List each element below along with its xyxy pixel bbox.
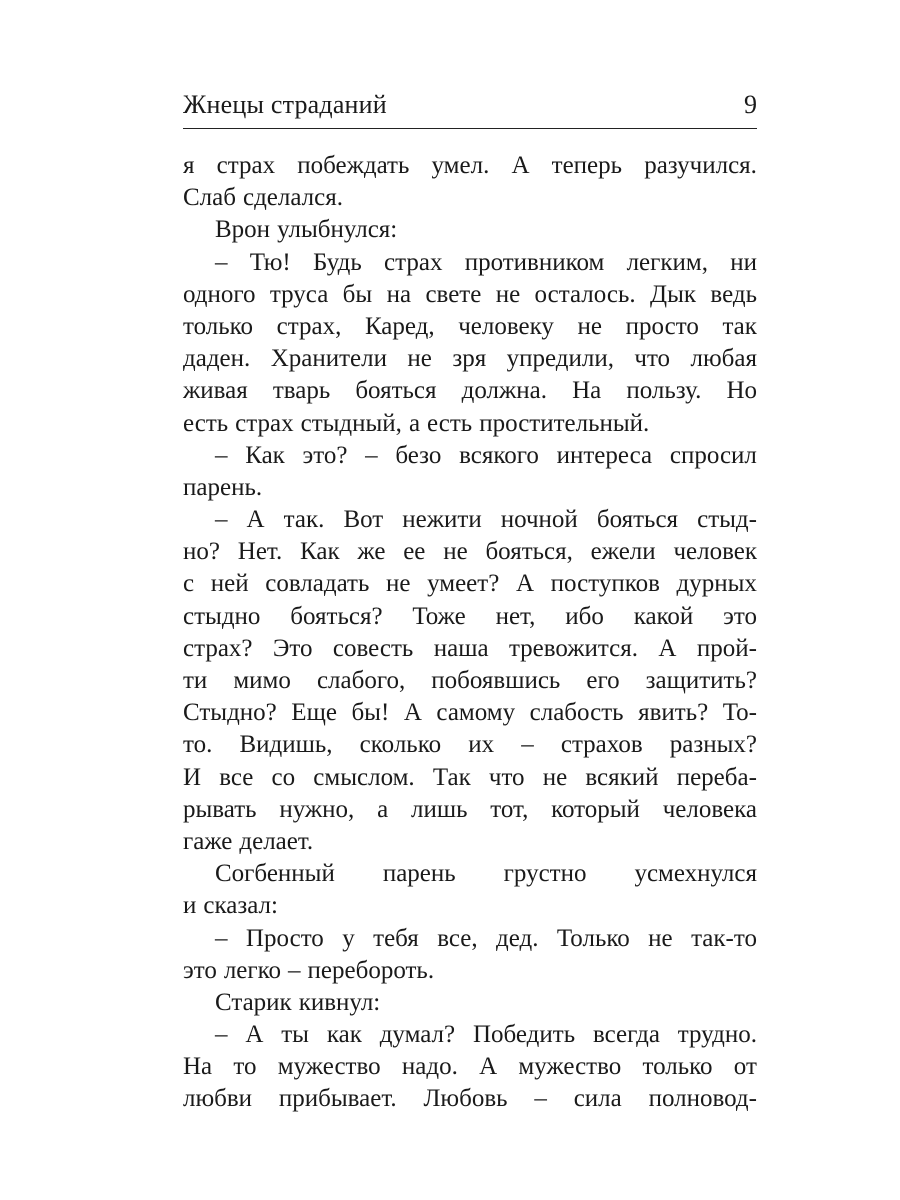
word: же	[357, 538, 386, 566]
word: рывать	[183, 795, 257, 823]
word: человека	[662, 795, 757, 823]
word: стыдный,	[300, 409, 402, 437]
text-line	[183, 568, 757, 600]
word: теперь	[551, 152, 623, 179]
running-head	[183, 88, 757, 129]
word: страх,	[276, 312, 342, 340]
word: упредили,	[506, 345, 614, 373]
word: даден.	[183, 345, 251, 373]
word: улыбнулся:	[277, 216, 398, 244]
word: –	[215, 248, 228, 276]
word: И	[183, 763, 202, 791]
word: ибо	[565, 602, 604, 630]
word: разучился.	[644, 152, 757, 179]
word: ведь	[710, 280, 757, 308]
word: грустно	[503, 860, 587, 888]
word: мужество	[518, 1053, 622, 1081]
word: сказал:	[203, 892, 278, 920]
word: наша	[433, 634, 489, 662]
word: а	[408, 409, 421, 437]
word: его	[586, 667, 620, 694]
word: с	[183, 570, 195, 598]
word: ты	[281, 1021, 309, 1049]
word: Видишь,	[239, 731, 333, 759]
word: любви	[183, 1085, 253, 1113]
word: что	[634, 345, 671, 373]
word: так-то	[691, 924, 757, 952]
word: их	[468, 731, 495, 759]
word: –	[215, 924, 228, 952]
word: бояться?	[290, 602, 383, 630]
word: страх	[235, 409, 294, 437]
word: ее	[403, 538, 426, 566]
word: простительный.	[479, 409, 650, 437]
word: не	[407, 345, 432, 373]
word: как	[326, 1021, 362, 1049]
word: Стыдно?	[183, 699, 277, 727]
word: а	[377, 795, 389, 823]
word: усмехнулся	[634, 860, 757, 888]
word: Врон	[215, 216, 271, 244]
word: бояться,	[485, 538, 573, 566]
word: тревожится.	[508, 634, 639, 662]
text-line	[183, 665, 757, 697]
word: умеет?	[427, 570, 500, 598]
word: безо	[395, 441, 442, 469]
word: бы	[342, 280, 373, 308]
word: перебороть.	[307, 956, 435, 984]
word: А	[246, 506, 265, 534]
word: слабость	[529, 699, 624, 727]
word: сила	[573, 1085, 622, 1113]
word: у	[342, 924, 355, 952]
text-line	[183, 601, 757, 633]
word: –	[215, 1021, 228, 1049]
word: А	[403, 699, 422, 727]
word: смыслом.	[313, 763, 415, 791]
word: мимо	[233, 667, 291, 694]
word: –	[215, 506, 228, 534]
text-line	[183, 214, 757, 246]
word: это	[183, 956, 217, 984]
word: Просто	[245, 924, 324, 952]
word: страхов	[560, 731, 643, 759]
word: что	[488, 763, 525, 791]
word: На	[572, 377, 602, 405]
word: любая	[690, 345, 757, 373]
word: переба-	[676, 763, 757, 791]
word: совесть	[332, 634, 414, 662]
word: сколько	[359, 731, 442, 759]
text-line	[183, 955, 757, 987]
word: –	[521, 731, 534, 759]
word: А	[511, 152, 530, 179]
word: А	[245, 1021, 264, 1049]
text-line	[183, 858, 757, 890]
word: всякого	[459, 441, 539, 469]
word: должна.	[461, 377, 547, 405]
text-line	[183, 697, 757, 729]
word: противником	[464, 248, 605, 276]
word: Слаб	[183, 184, 236, 212]
word: дед.	[496, 924, 539, 952]
text-line	[183, 504, 757, 536]
word: стыдно	[183, 602, 261, 630]
word: побеждать	[297, 152, 410, 179]
word: –	[534, 1085, 547, 1113]
word: осталось.	[534, 280, 636, 308]
word: ней	[210, 570, 249, 598]
word: –	[215, 441, 228, 469]
word: бы!	[351, 699, 390, 727]
word: то.	[183, 731, 213, 759]
running-title: Жнецы страданий	[183, 90, 387, 119]
word: На	[183, 1053, 213, 1081]
word: нужно,	[279, 795, 355, 823]
text-line	[183, 729, 757, 761]
word: дурных	[676, 570, 757, 598]
word: я	[183, 152, 195, 179]
word: бояться	[596, 506, 679, 534]
word: явить?	[638, 699, 709, 727]
word: легким,	[626, 248, 708, 276]
word: тварь	[272, 377, 331, 405]
word: одного	[183, 280, 256, 308]
word: Так	[432, 763, 471, 791]
word: всякий	[585, 763, 659, 791]
word: кивнул:	[298, 988, 381, 1016]
word: только	[183, 312, 254, 340]
word: Тоже	[412, 602, 466, 630]
word: трудно.	[677, 1021, 757, 1049]
word: парень.	[183, 473, 263, 501]
text-line	[183, 826, 757, 858]
word: ти	[183, 667, 208, 694]
text-line	[183, 150, 757, 182]
word: Согбенный	[215, 860, 335, 888]
word: спросил	[669, 441, 757, 469]
word: побоявшись	[431, 667, 561, 694]
word: делает.	[239, 827, 314, 855]
word: не	[577, 312, 603, 340]
word: человеку	[458, 312, 554, 340]
word: Тю!	[249, 248, 291, 276]
word: то	[233, 1053, 257, 1081]
word: полновод-	[648, 1085, 757, 1113]
word: гаже	[183, 827, 233, 855]
word: какой	[633, 602, 694, 630]
word: интереса	[556, 441, 653, 469]
text-line	[183, 987, 757, 1019]
word: прибывает.	[278, 1085, 397, 1113]
word: ночной	[500, 506, 578, 534]
text-line	[183, 311, 757, 343]
word: Любовь	[423, 1085, 508, 1113]
word: думал?	[379, 1021, 456, 1049]
word: прой-	[696, 634, 757, 662]
word: Но	[726, 377, 757, 405]
word: нежити	[402, 506, 482, 534]
word: совладать	[265, 570, 370, 598]
word: от	[733, 1053, 757, 1081]
word: не	[443, 538, 468, 566]
word: так	[722, 312, 757, 340]
word: все,	[437, 924, 478, 952]
word: защитить?	[645, 667, 757, 694]
word: пользу.	[626, 377, 702, 405]
word: но?	[183, 538, 220, 566]
word: Как	[245, 441, 285, 469]
word: Еще	[291, 699, 337, 727]
text-line	[183, 633, 757, 665]
word: есть	[183, 409, 229, 437]
word: который	[551, 795, 640, 823]
word: Нет.	[237, 538, 283, 566]
word: живая	[183, 377, 248, 405]
word: на	[386, 280, 412, 308]
word: А	[658, 634, 677, 662]
word: надо.	[401, 1053, 458, 1081]
word: тот,	[490, 795, 529, 823]
word: самому	[436, 699, 516, 727]
text-line	[183, 890, 757, 922]
word: –	[365, 441, 378, 469]
word: Вот	[343, 506, 384, 534]
word: Как	[300, 538, 340, 566]
word: Будь	[313, 248, 362, 276]
word: есть	[427, 409, 473, 437]
text-line	[183, 375, 757, 407]
word: лишь	[410, 795, 468, 823]
word: легко	[223, 956, 282, 984]
word: человек	[673, 538, 757, 566]
word: Старик	[215, 988, 292, 1016]
word: и	[183, 892, 197, 920]
word: так.	[283, 506, 325, 534]
word: нет,	[495, 602, 536, 630]
text-line	[183, 1083, 757, 1115]
word: –	[288, 956, 301, 984]
word: Победить	[472, 1021, 576, 1049]
text-line	[183, 1019, 757, 1051]
word: То-	[722, 699, 757, 727]
word: это?	[302, 441, 348, 469]
word: Только	[556, 924, 630, 952]
word: просто	[625, 312, 699, 340]
word: стыд-	[697, 506, 757, 534]
word: сделался.	[242, 184, 343, 212]
text-line	[183, 923, 757, 955]
word: труса	[269, 280, 329, 308]
text-line	[183, 472, 757, 504]
text-line	[183, 343, 757, 375]
word: ни	[730, 248, 757, 276]
word: не	[385, 570, 411, 598]
word: Дык	[650, 280, 697, 308]
word: страх	[384, 248, 443, 276]
word: А	[515, 570, 534, 598]
word: только	[642, 1053, 713, 1081]
word: мужество	[277, 1053, 381, 1081]
word: Это	[272, 634, 313, 662]
word: не	[542, 763, 568, 791]
text-line	[183, 762, 757, 794]
word: бояться	[355, 377, 437, 405]
word: Каред,	[364, 312, 435, 340]
word: поступков	[550, 570, 660, 598]
word: это	[723, 602, 757, 630]
text-line	[183, 1051, 757, 1083]
word: свете	[425, 280, 482, 308]
text-line	[183, 440, 757, 472]
body-text	[183, 150, 757, 1116]
text-line	[183, 794, 757, 826]
word: зря	[452, 345, 487, 373]
word: со	[271, 763, 296, 791]
word: разных?	[669, 731, 757, 759]
word: Хранители	[270, 345, 387, 373]
page-number: 9	[744, 90, 757, 119]
word: всегда	[592, 1021, 660, 1049]
word: слабого,	[316, 667, 406, 694]
text-line	[183, 536, 757, 568]
text-line	[183, 182, 757, 214]
text-line	[183, 408, 757, 440]
word: парень	[382, 860, 456, 888]
word: А	[479, 1053, 498, 1081]
word: страх?	[183, 634, 253, 662]
word: все	[219, 763, 254, 791]
word: ежели	[590, 538, 656, 566]
text-line	[183, 279, 757, 311]
word: тебя	[373, 924, 419, 952]
text-line	[183, 247, 757, 279]
word: умел.	[431, 152, 490, 179]
word: страх	[216, 152, 276, 179]
word: не	[495, 280, 521, 308]
word: не	[648, 924, 673, 952]
